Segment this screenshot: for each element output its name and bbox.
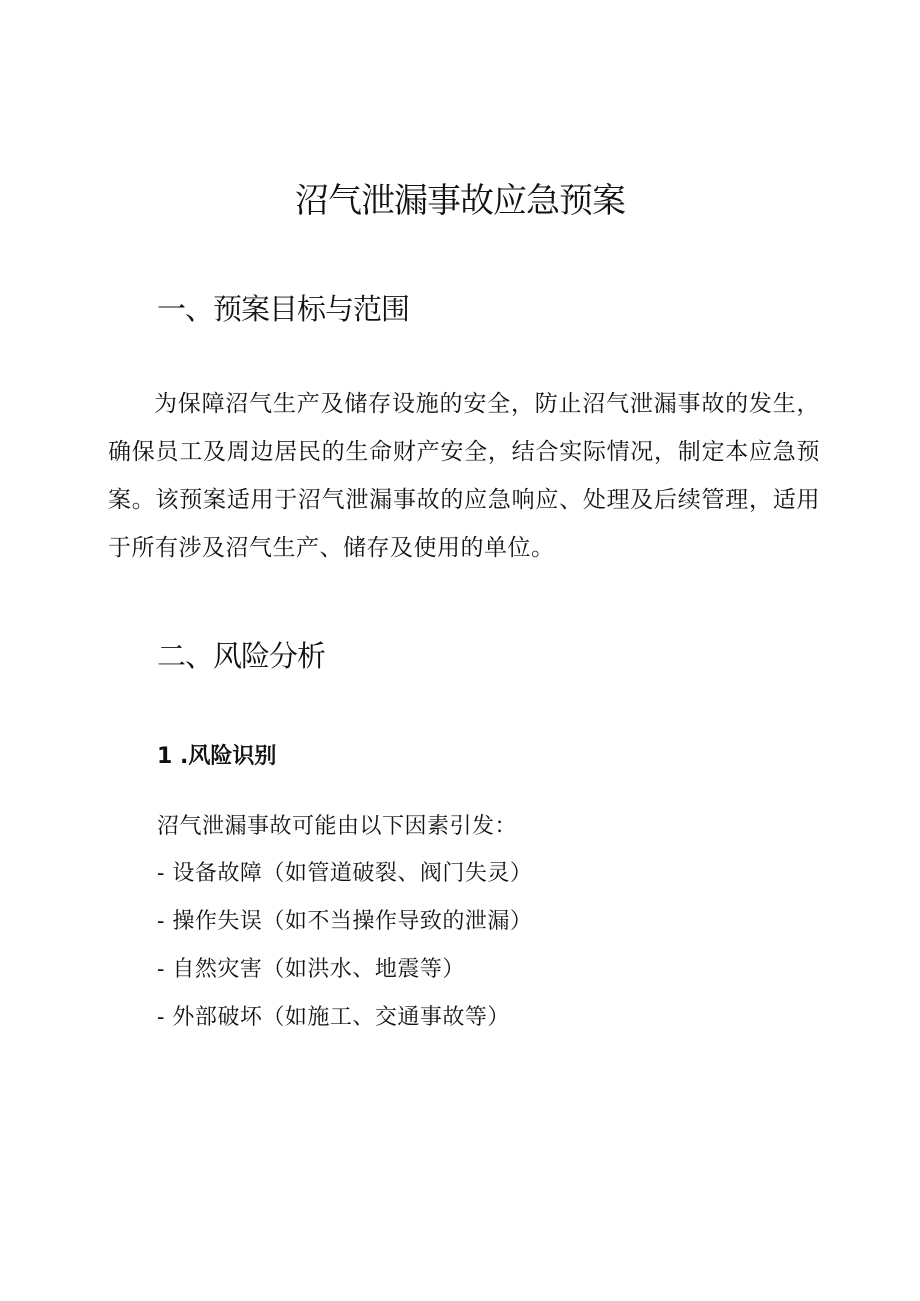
- list-item: - 操作失误（如不当操作导致的泄漏）: [157, 909, 533, 934]
- list-item: - 自然灾害（如洪水、地震等）: [157, 957, 465, 982]
- section-paragraph-goals-scope: 为保障沼气生产及储存设施的安全，防止沼气泄漏事故的发生，确保员工及周边居民的生命财产安全，结合实际情况，制定本应急预案。该预案适用于沼气泄漏事故的应急响应、处理及后续管理，适用于所有涉及沼气生产、储存及使用的单位。: [108, 391, 820, 561]
- subsection-heading-risk-identification: 1 .风险识别: [157, 744, 277, 769]
- risk-identification-intro: 沼气泄漏事故可能由以下因素引发：: [157, 814, 518, 839]
- document-title: 沼气泄漏事故应急预案: [295, 181, 625, 221]
- section-heading-goals-scope: 一、预案目标与范围: [157, 292, 410, 326]
- section-heading-risk-analysis: 二、风险分析: [157, 639, 326, 673]
- list-item: - 设备故障（如管道破裂、阀门失灵）: [157, 861, 533, 886]
- risk-factor-list: [157, 857, 532, 1049]
- list-item: - 外部破坏（如施工、交通事故等）: [157, 1005, 510, 1030]
